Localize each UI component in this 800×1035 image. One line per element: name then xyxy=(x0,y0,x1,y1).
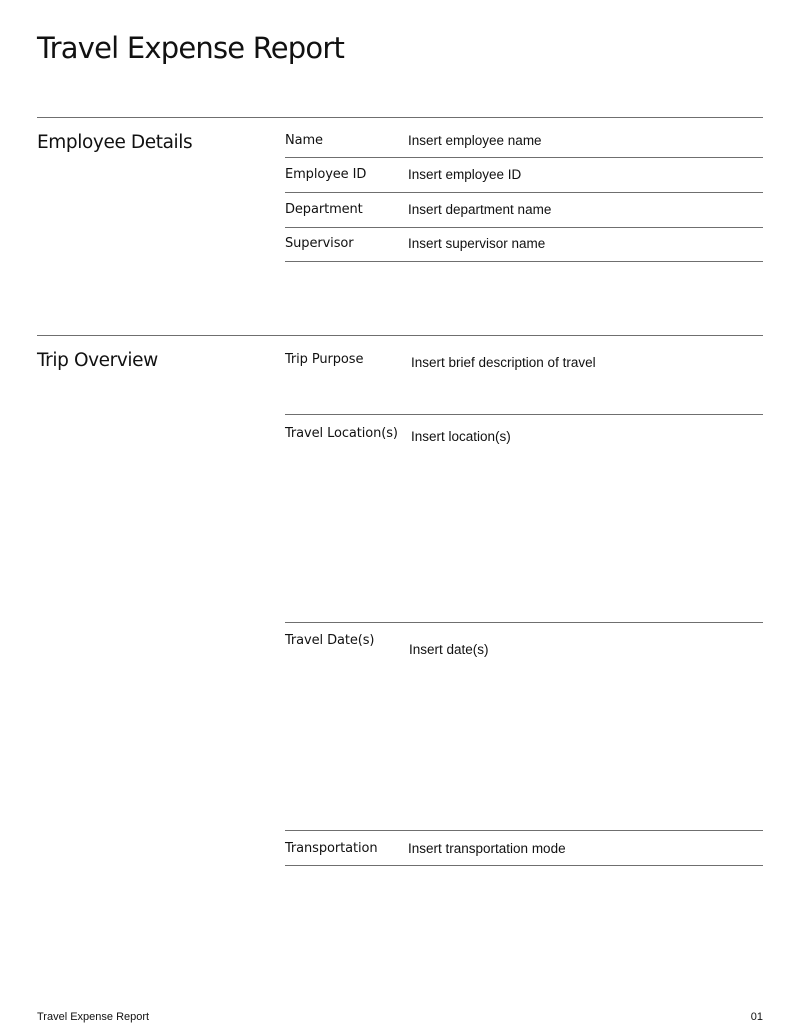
field-label-trip-purpose: Trip Purpose xyxy=(285,352,364,367)
field-label-transportation: Transportation xyxy=(285,841,378,856)
field-label-department: Department xyxy=(285,202,363,217)
row-divider xyxy=(285,227,763,228)
section-heading-employee-details: Employee Details xyxy=(37,132,193,153)
row-divider xyxy=(285,261,763,262)
field-value-trip-purpose[interactable]: Insert brief description of travel xyxy=(411,355,596,370)
document-title: Travel Expense Report xyxy=(37,31,345,65)
field-value-name[interactable]: Insert employee name xyxy=(408,133,542,148)
field-value-department[interactable]: Insert department name xyxy=(408,202,552,217)
field-value-supervisor[interactable]: Insert supervisor name xyxy=(408,236,546,251)
field-label-travel-locations: Travel Location(s) xyxy=(285,426,398,441)
footer-document-name: Travel Expense Report xyxy=(37,1011,150,1023)
row-divider xyxy=(285,622,763,623)
field-value-travel-dates[interactable]: Insert date(s) xyxy=(409,642,489,657)
row-divider xyxy=(285,865,763,866)
section-divider xyxy=(37,117,763,118)
section-divider xyxy=(37,335,763,336)
row-divider xyxy=(285,192,763,193)
field-label-supervisor: Supervisor xyxy=(285,236,354,251)
field-value-travel-locations[interactable]: Insert location(s) xyxy=(411,429,511,444)
field-label-travel-dates: Travel Date(s) xyxy=(285,633,375,648)
field-value-transportation[interactable]: Insert transportation mode xyxy=(408,841,566,856)
field-label-employee-id: Employee ID xyxy=(285,167,367,182)
section-heading-trip-overview: Trip Overview xyxy=(37,350,158,371)
field-value-employee-id[interactable]: Insert employee ID xyxy=(408,167,522,182)
footer-page-number: 01 xyxy=(750,1011,763,1023)
row-divider xyxy=(285,414,763,415)
field-label-name: Name xyxy=(285,133,323,148)
row-divider xyxy=(285,830,763,831)
row-divider xyxy=(285,157,763,158)
